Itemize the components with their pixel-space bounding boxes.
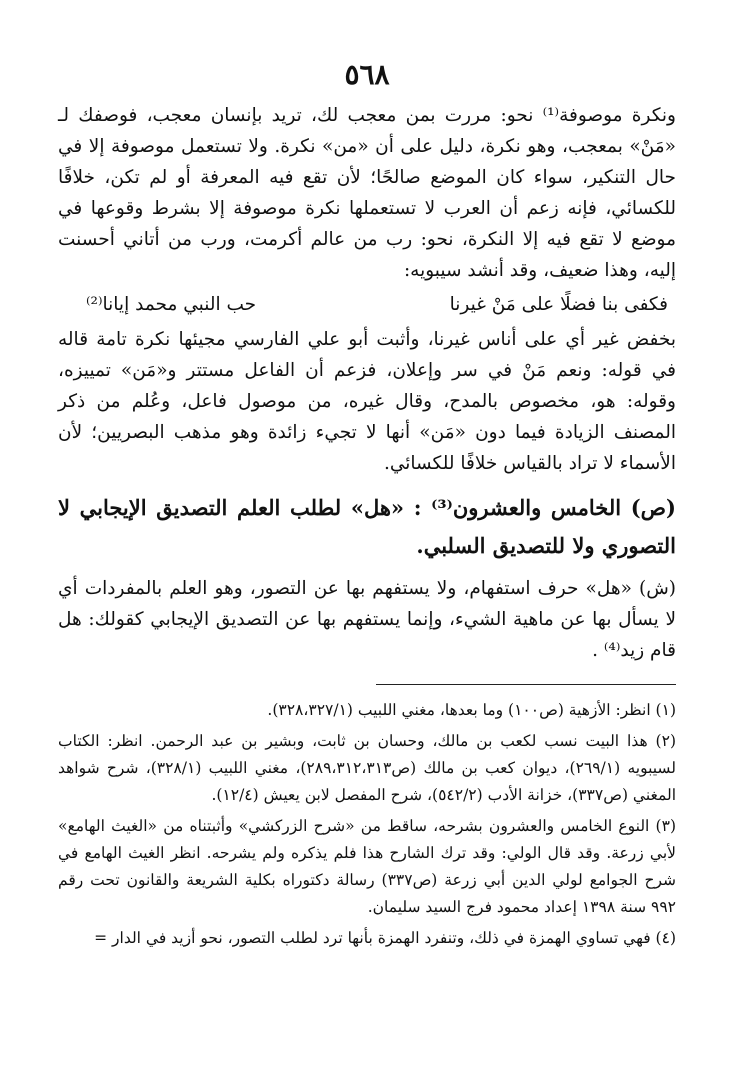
section-heading: (ص) الخامس والعشرون⁽³⁾ : «هل» لطلب العلم التصديق الإيجابي لا التصوري ولا للتصديق السلبي. xyxy=(58,495,676,558)
footnote-1: (١) انظر: الأزهية (ص١٠٠) وما بعدها، مغني اللبيب (٣٢٨،٣٢٧/١). xyxy=(267,701,676,719)
footnote-4: (٤) فهي تساوي الهمزة في ذلك، وتنفرد الهمزة بأنها ترد لطلب التصور، نحو أزيد في الدار = xyxy=(94,929,676,947)
verse-second-hemistich: حب النبي محمد إيانا⁽²⁾ xyxy=(86,294,257,315)
footnote-divider xyxy=(376,684,676,685)
poetry-verse xyxy=(58,288,676,322)
verse-first-hemistich: فكفى بنا فضلًا على مَنْ غيرنا xyxy=(449,294,668,315)
footnote-3: (٣) النوع الخامس والعشرون بشرحه، ساقط من «شرح الزركشي» وأثبتناه من «الغيث الهامع» لأبي زرعة. وقد قال الولي: وقد ترك الشارح هذا فلم يذكره ولم يشرحه. انظر الغيث الهامع في شرح الجوامع لولي الدين أبي زرعة (ص٣٣٧) رسالة دكتوراه بكلية الشريعة والقانون تحت رقم ٩٩٢ سنة ١٣٩٨ إعداد محمود فرج السيد سليمان. xyxy=(58,817,676,916)
body-paragraph-2: بخفض غير أي على أناس غيرنا، وأثبت أبو علي الفارسي مجيئها نكرة تامة قاله في قوله: ونعم مَنْ في سر وإعلان، فزعم أن الفاعل مستتر و«مَن» تمييزه، وقوله: هو، مخصوص بالمدح، وقال غيره، من موصول فاعل، وعُلم من ذكر المصنف الزيادة فيما دون «مَن» أنها لا تجيء زائدة وهو مذهب البصريين؛ لأن الأسماء لا تراد بالقياس خلافًا للكسائي. xyxy=(58,329,676,474)
page-number: ٥٦٨ xyxy=(344,58,390,91)
footnote-2: (٢) هذا البيت نسب لكعب بن مالك، وحسان بن ثابت، وبشير بن عبد الرحمن. انظر: الكتاب لسيبويه (٢٦٩/١)، ديوان كعب بن مالك (ص٢٨٩،٣١٢،٣١٣)، مغني اللبيب (٣٢٨/١)، شرح شواهد المغني (ص٣٣٧)، خزانة الأدب (٥٤٢/٢)، شرح المفصل لابن يعيش (١٢/٤). xyxy=(58,732,676,804)
body-paragraph-3: (ش) «هل» حرف استفهام، ولا يستفهم بها عن التصور، وهو العلم بالمفردات أي لا يسأل بها عن ماهية الشيء، وإنما يستفهم بها عن التصديق الإيجابي كقولك: هل قام زيد⁽⁴⁾ . xyxy=(58,578,676,661)
body-paragraph-1: ونكرة موصوفة⁽¹⁾ نحو: مررت بمن معجب لك، تريد بإنسان معجب، فوصفك لـ «مَنْ» بمعجب، وهو نكرة، دليل على أن «من» نكرة. ولا تستعمل موصوفة إلا في حال التنكير، سواء كان الموضع صالحًا؛ لأن تقع فيه المعرفة أو لم تكن، خلافًا للكسائي، فإنه زعم أن العرب لا تستعملها نكرة موصوفة إلا بشرط وقوعها في موضع لا تقع فيه إلا النكرة، نحو: رب من عالم أكرمت، ورب من أتاني أحسنت إليه، وهذا ضعيف، وقد أنشد سيبويه: xyxy=(58,105,676,281)
